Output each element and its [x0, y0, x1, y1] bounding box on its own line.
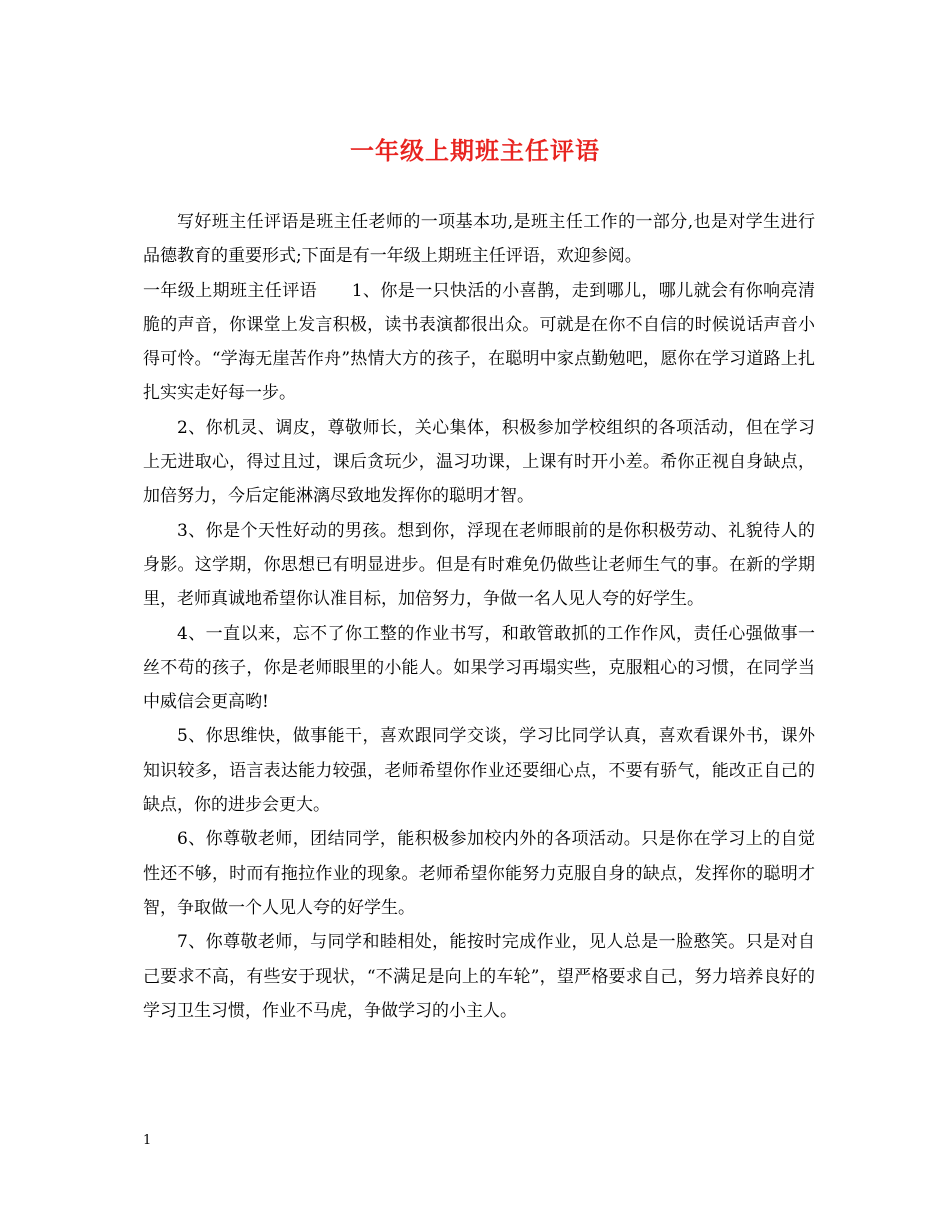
comment-paragraph-1: 一年级上期班主任评语 1、你是一只快活的小喜鹊，走到哪儿，哪儿就会有你响亮清脆的声音，你课堂上发言积极，读书表演都很出众。可就是在你不自信的时候说话声音小得可怜。“学海无崖苦作舟”热情大方的孩子，在聪明中家点勤勉吧，愿你在学习道路上扎扎实实走好每一步。 — [143, 280, 815, 404]
page-title: 一年级上期班主任评语 — [350, 136, 600, 165]
comment-paragraph-7: 7、你尊敬老师，与同学和睦相处，能按时完成作业，见人总是一脸憨笑。只是对自己要求不高，有些安于现状，“不满足是向上的车轮”，望严格要求自己，努力培养良好的学习卫生习惯，作业不马虎，争做学习的小主人。 — [143, 932, 815, 1021]
intro-paragraph: 写好班主任评语是班主任老师的一项基本功,是班主任工作的一部分,也是对学生进行品德教育的重要形式;下面是有一年级上期班主任评语，欢迎参阅。 — [143, 212, 815, 267]
comment-paragraph-6: 6、你尊敬老师，团结同学，能积极参加校内外的各项活动。只是你在学习上的自觉性还不够，时而有拖拉作业的现象。老师希望你能努力克服自身的缺点，发挥你的聪明才智，争取做一个人见人夸的好学生。 — [143, 829, 815, 918]
comment-paragraph-5: 5、你思维快，做事能干，喜欢跟同学交谈，学习比同学认真，喜欢看课外书，课外知识较多，语言表达能力较强，老师希望你作业还要细心点，不要有骄气，能改正自己的缺点，你的进步会更大。 — [143, 726, 815, 816]
comment-paragraph-3: 3、你是个天性好动的男孩。想到你，浮现在老师眼前的是你积极劳动、礼貌待人的身影。这学期，你思想已有明显进步。但是有时难免仍做些让老师生气的事。在新的学期里，老师真诚地希望你认准目标，加倍努力，争做一名人见人夸的好学生。 — [143, 520, 815, 610]
page-number: 1 — [143, 1133, 152, 1148]
comment-paragraph-2: 2、你机灵、调皮，尊敬师长，关心集体，积极参加学校组织的各项活动，但在学习上无进取心，得过且过，课后贪玩少，温习功课，上课有时开小差。希你正视自身缺点，加倍努力，今后定能淋漓尽致地发挥你的聪明才智。 — [143, 417, 815, 507]
comment-paragraph-4: 4、一直以来，忘不了你工整的作业书写，和敢管敢抓的工作作风，责任心强做事一丝不苟的孩子，你是老师眼里的小能人。如果学习再塌实些，克服粗心的习惯，在同学当中威信会更高哟! — [143, 623, 815, 713]
document-body — [143, 205, 815, 1028]
